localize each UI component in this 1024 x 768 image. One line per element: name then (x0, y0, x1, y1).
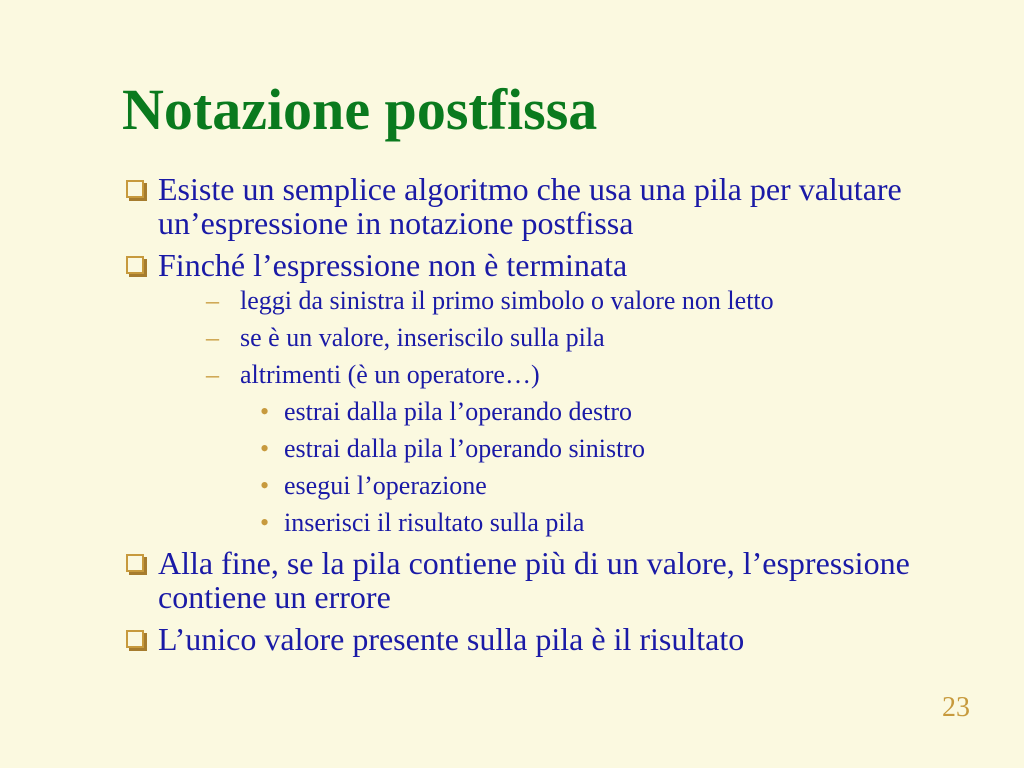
square-bullet-icon (126, 256, 144, 274)
dash-bullet-icon: – (206, 360, 219, 389)
dot-bullet-icon: • (260, 508, 270, 537)
sub-bullet-list (158, 286, 984, 390)
sub-sub-bullet-text: esegui l’operazione (284, 471, 487, 500)
bullet-text: Esiste un semplice algoritmo che usa una pila per valutare un’espressione in notazione postfissa (158, 171, 902, 241)
sub-sub-bullet-text: estrai dalla pila l’operando sinistro (284, 434, 646, 463)
dot-bullet-icon: • (260, 397, 270, 426)
page-number: 23 (942, 692, 970, 723)
square-bullet-icon (126, 554, 144, 572)
sub-sub-bullet-item (158, 508, 984, 538)
sub-sub-bullet-text: inserisci il risultato sulla pila (284, 508, 585, 537)
sub-bullet-text: leggi da sinistra il primo simbolo o valore non letto (240, 286, 774, 315)
bullet-item (124, 248, 984, 538)
sub-sub-bullet-text: estrai dalla pila l’operando destro (284, 397, 632, 426)
sub-sub-bullet-item (158, 471, 984, 501)
sub-sub-bullet-item (158, 434, 984, 464)
sub-bullet-text: altrimenti (è un operatore…) (240, 360, 540, 389)
sub-bullet-item (158, 323, 984, 353)
bullet-list (124, 172, 984, 664)
bullet-item (124, 622, 984, 656)
sub-bullet-text: se è un valore, inseriscilo sulla pila (240, 323, 605, 352)
bullet-item (124, 172, 984, 240)
dash-bullet-icon: – (206, 286, 219, 315)
slide-title: Notazione postfissa (122, 77, 598, 142)
square-bullet-icon (126, 630, 144, 648)
sub-sub-bullet-item (158, 397, 984, 427)
bullet-text: L’unico valore presente sulla pila è il risultato (158, 621, 745, 657)
dot-bullet-icon: • (260, 434, 270, 463)
bullet-text: Alla fine, se la pila contiene più di un valore, l’espressione contiene un errore (158, 545, 910, 615)
bullet-item (124, 546, 984, 614)
square-bullet-icon (126, 180, 144, 198)
bullet-text: Finché l’espressione non è terminata (158, 247, 628, 283)
dash-bullet-icon: – (206, 323, 219, 352)
sub-bullet-item (158, 360, 984, 390)
dot-bullet-icon: • (260, 471, 270, 500)
sub-sub-bullet-list (158, 397, 984, 538)
sub-bullet-item (158, 286, 984, 316)
